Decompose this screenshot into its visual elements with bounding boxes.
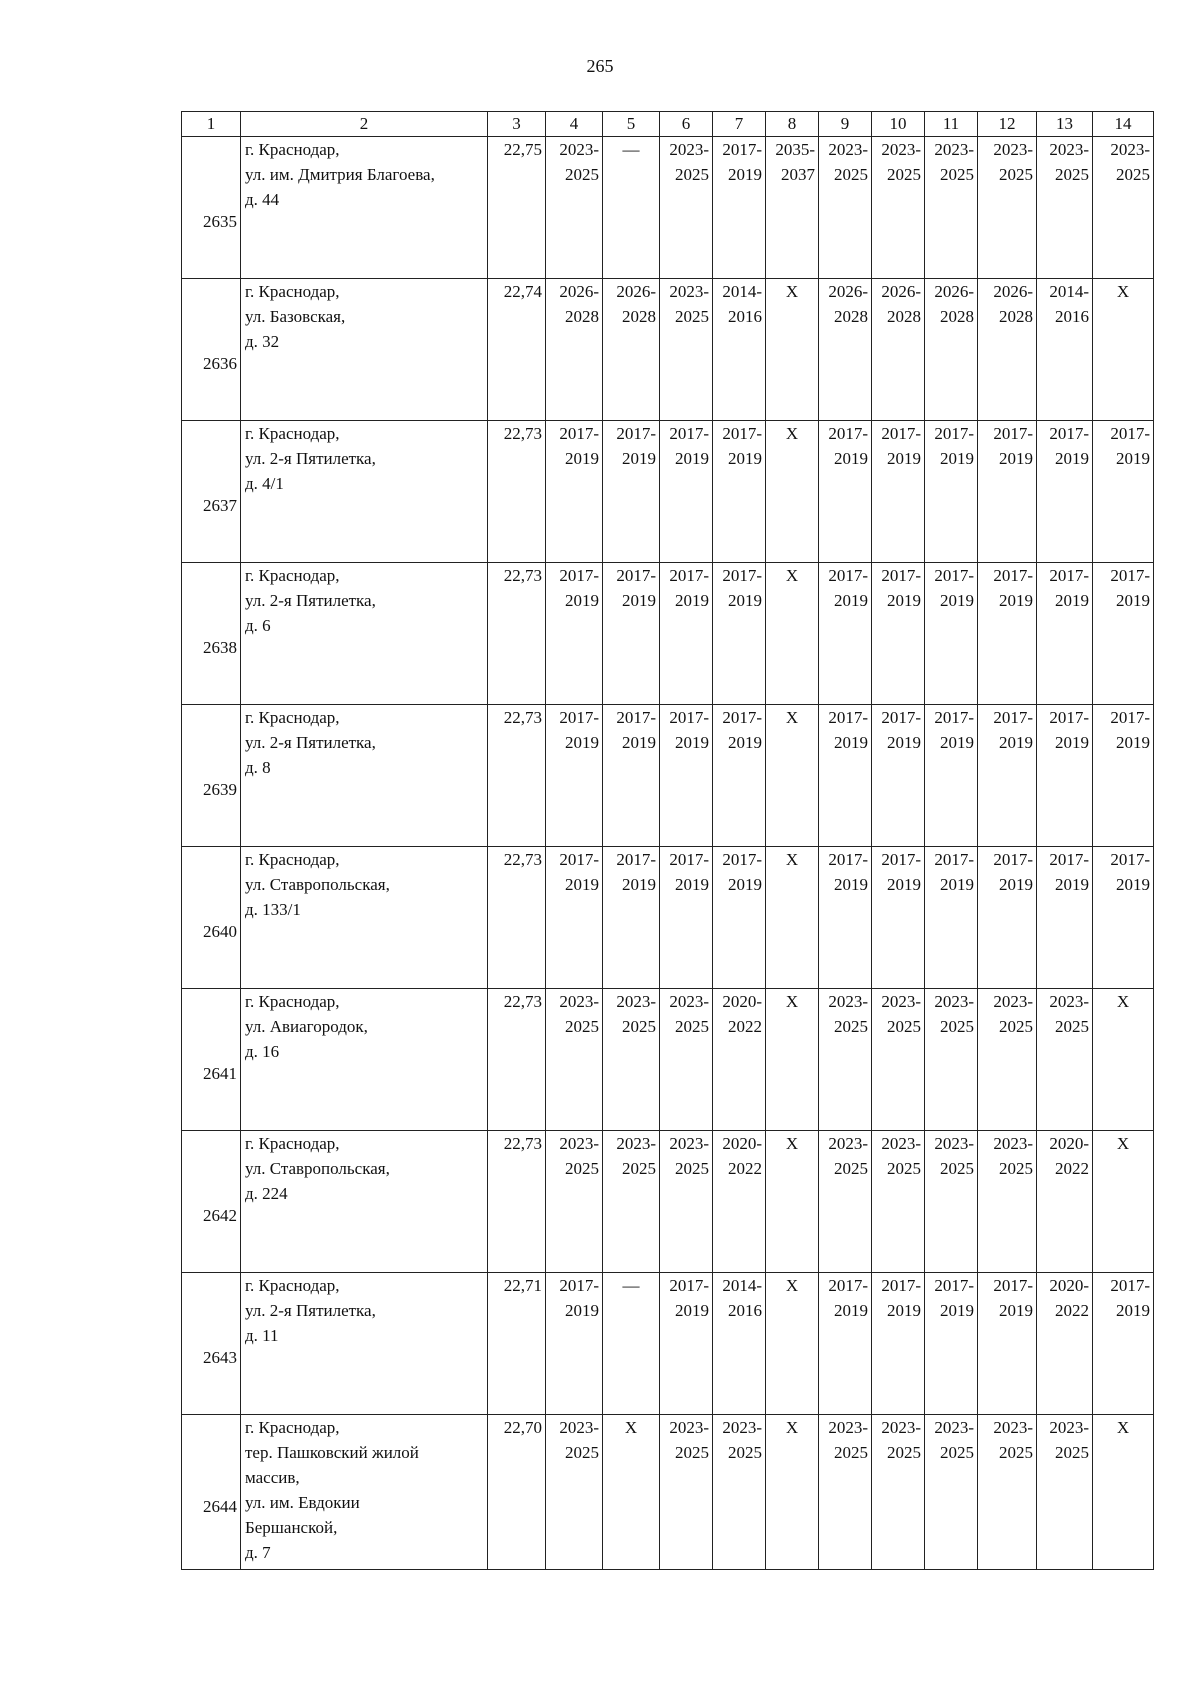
value-cell: 2017- 2019	[819, 563, 872, 705]
value-cell: —	[603, 1273, 660, 1415]
address-line: д. 6	[245, 616, 271, 635]
column-header: 1	[182, 112, 241, 137]
table-body	[182, 137, 1154, 1570]
value-cell: 22,74	[488, 279, 546, 421]
address-line: д. 32	[245, 332, 280, 351]
value-cell: 2023- 2025	[1037, 137, 1093, 279]
value-cell: 2023- 2025	[546, 1131, 603, 1273]
address-cell	[241, 1415, 488, 1570]
row-number: 2637	[182, 421, 241, 563]
value-cell: 2020- 2022	[1037, 1273, 1093, 1415]
value-cell: 2017- 2019	[660, 421, 713, 563]
column-header: 11	[925, 112, 978, 137]
address-line: д. 4/1	[245, 474, 284, 493]
value-cell: 2023- 2025	[713, 1415, 766, 1570]
value-cell: 2014- 2016	[713, 279, 766, 421]
value-cell: 2017- 2019	[872, 563, 925, 705]
value-cell: 2017- 2019	[546, 1273, 603, 1415]
value-cell: 2017- 2019	[872, 1273, 925, 1415]
value-cell: 2017- 2019	[1037, 563, 1093, 705]
value-cell: 2017- 2019	[713, 847, 766, 989]
address-line: ул. Ставропольская,	[245, 1159, 390, 1178]
value-cell: 2017- 2019	[660, 847, 713, 989]
value-cell: 2023- 2025	[872, 1415, 925, 1570]
value-cell: 2017- 2019	[546, 421, 603, 563]
header-row	[182, 112, 1154, 137]
value-cell: 2017- 2019	[819, 705, 872, 847]
value-cell: 2023- 2025	[1093, 137, 1154, 279]
page-number: 265	[586, 56, 614, 76]
value-cell: Х	[766, 279, 819, 421]
value-cell: 2023- 2025	[872, 989, 925, 1131]
row-number: 2640	[182, 847, 241, 989]
value-cell: Х	[766, 847, 819, 989]
address-cell	[241, 563, 488, 705]
value-cell: 2017- 2019	[978, 705, 1037, 847]
column-header: 5	[603, 112, 660, 137]
value-cell: 2026- 2028	[978, 279, 1037, 421]
address-line: ул. им. Евдокии	[245, 1493, 360, 1512]
address-line: тер. Пашковский жилой	[245, 1443, 419, 1462]
address-line: г. Краснодар,	[245, 850, 340, 869]
value-cell: Х	[766, 421, 819, 563]
column-header: 10	[872, 112, 925, 137]
value-cell: 2017- 2019	[546, 563, 603, 705]
value-cell: 2023- 2025	[660, 279, 713, 421]
address-cell	[241, 847, 488, 989]
value-cell: 2023- 2025	[872, 137, 925, 279]
address-line: ул. Ставропольская,	[245, 875, 390, 894]
value-cell: Х	[766, 705, 819, 847]
address-cell	[241, 1131, 488, 1273]
row-number: 2644	[182, 1415, 241, 1570]
address-line: д. 11	[245, 1326, 279, 1345]
column-header: 2	[241, 112, 488, 137]
column-header: 6	[660, 112, 713, 137]
address-line: массив,	[245, 1468, 300, 1487]
column-header: 3	[488, 112, 546, 137]
value-cell: Х	[1093, 1131, 1154, 1273]
value-cell: Х	[603, 1415, 660, 1570]
address-cell	[241, 705, 488, 847]
table-row	[182, 1131, 1154, 1273]
value-cell: 2017- 2019	[1093, 1273, 1154, 1415]
value-cell: 2017- 2019	[546, 705, 603, 847]
table-row	[182, 847, 1154, 989]
row-number: 2639	[182, 705, 241, 847]
value-cell: 2026- 2028	[925, 279, 978, 421]
value-cell: 2023- 2025	[660, 1415, 713, 1570]
value-cell: 2023- 2025	[925, 137, 978, 279]
value-cell: 2017- 2019	[603, 563, 660, 705]
column-header: 12	[978, 112, 1037, 137]
value-cell: 2017- 2019	[1093, 847, 1154, 989]
value-cell: 2017- 2019	[713, 421, 766, 563]
row-number: 2638	[182, 563, 241, 705]
value-cell: 2023- 2025	[819, 1131, 872, 1273]
value-cell: 22,73	[488, 1131, 546, 1273]
value-cell: 2017- 2019	[660, 1273, 713, 1415]
value-cell: 2017- 2019	[660, 705, 713, 847]
table-header	[182, 112, 1154, 137]
table-row	[182, 1273, 1154, 1415]
address-cell	[241, 989, 488, 1131]
value-cell: 22,73	[488, 563, 546, 705]
value-cell: 22,71	[488, 1273, 546, 1415]
address-line: ул. 2-я Пятилетка,	[245, 733, 376, 752]
row-number: 2636	[182, 279, 241, 421]
column-header: 4	[546, 112, 603, 137]
value-cell: 2026- 2028	[819, 279, 872, 421]
value-cell: 2023- 2025	[925, 1131, 978, 1273]
value-cell: 2026- 2028	[603, 279, 660, 421]
address-line: д. 7	[245, 1543, 271, 1562]
value-cell: 2023- 2025	[978, 1131, 1037, 1273]
address-line: ул. 2-я Пятилетка,	[245, 449, 376, 468]
value-cell: —	[603, 137, 660, 279]
value-cell: 2017- 2019	[1037, 421, 1093, 563]
value-cell: 2017- 2019	[978, 847, 1037, 989]
table-row	[182, 137, 1154, 279]
value-cell: 2026- 2028	[872, 279, 925, 421]
value-cell: 2017- 2019	[925, 847, 978, 989]
value-cell: 2017- 2019	[603, 421, 660, 563]
value-cell: 2017- 2019	[1093, 563, 1154, 705]
table-row	[182, 279, 1154, 421]
value-cell: Х	[766, 1273, 819, 1415]
column-header: 7	[713, 112, 766, 137]
address-line: ул. Базовская,	[245, 307, 346, 326]
address-line: д. 8	[245, 758, 271, 777]
value-cell: 2017- 2019	[713, 563, 766, 705]
value-cell: 2023- 2025	[819, 1415, 872, 1570]
value-cell: 2017- 2019	[660, 563, 713, 705]
value-cell: 2017- 2019	[603, 847, 660, 989]
value-cell: 2023- 2025	[546, 989, 603, 1131]
value-cell: 2017- 2019	[1037, 847, 1093, 989]
value-cell: 2023- 2025	[819, 137, 872, 279]
column-header: 9	[819, 112, 872, 137]
value-cell: 2017- 2019	[1037, 705, 1093, 847]
value-cell: 2023- 2025	[660, 1131, 713, 1273]
row-number: 2641	[182, 989, 241, 1131]
table-row	[182, 421, 1154, 563]
value-cell: 2023- 2025	[978, 1415, 1037, 1570]
value-cell: 2017- 2019	[925, 421, 978, 563]
value-cell: 2020- 2022	[1037, 1131, 1093, 1273]
value-cell: 2017- 2019	[872, 421, 925, 563]
value-cell: 2023- 2025	[546, 137, 603, 279]
address-line: г. Краснодар,	[245, 992, 340, 1011]
value-cell: 2017- 2019	[713, 137, 766, 279]
value-cell: 2017- 2019	[713, 705, 766, 847]
value-cell: 2017- 2019	[978, 421, 1037, 563]
value-cell: 2026- 2028	[546, 279, 603, 421]
column-header: 13	[1037, 112, 1093, 137]
value-cell: 2023- 2025	[546, 1415, 603, 1570]
value-cell: 2023- 2025	[660, 137, 713, 279]
value-cell: 2023- 2025	[819, 989, 872, 1131]
address-line: г. Краснодар,	[245, 566, 340, 585]
address-line: д. 16	[245, 1042, 280, 1061]
value-cell: 2017- 2019	[819, 847, 872, 989]
column-header: 8	[766, 112, 819, 137]
value-cell: 2017- 2019	[872, 847, 925, 989]
value-cell: 22,70	[488, 1415, 546, 1570]
value-cell: 2017- 2019	[603, 705, 660, 847]
value-cell: 2035- 2037	[766, 137, 819, 279]
address-line: ул. Авиагородок,	[245, 1017, 368, 1036]
value-cell: 22,73	[488, 421, 546, 563]
address-cell	[241, 137, 488, 279]
housing-register-table	[181, 111, 1154, 1570]
value-cell: 2023- 2025	[1037, 1415, 1093, 1570]
value-cell: Х	[766, 1415, 819, 1570]
value-cell: Х	[1093, 1415, 1154, 1570]
value-cell: 22,75	[488, 137, 546, 279]
value-cell: Х	[766, 563, 819, 705]
address-line: г. Краснодар,	[245, 282, 340, 301]
value-cell: 2023- 2025	[1037, 989, 1093, 1131]
address-line: д. 133/1	[245, 900, 301, 919]
value-cell: 2023- 2025	[978, 137, 1037, 279]
value-cell: 22,73	[488, 989, 546, 1131]
value-cell: Х	[1093, 989, 1154, 1131]
value-cell: 2014- 2016	[1037, 279, 1093, 421]
address-line: г. Краснодар,	[245, 1134, 340, 1153]
value-cell: 2020- 2022	[713, 989, 766, 1131]
value-cell: 2023- 2025	[872, 1131, 925, 1273]
address-line: г. Краснодар,	[245, 140, 340, 159]
value-cell: Х	[766, 1131, 819, 1273]
address-line: д. 44	[245, 190, 280, 209]
value-cell: 2017- 2019	[1093, 421, 1154, 563]
value-cell: 2017- 2019	[978, 563, 1037, 705]
address-line: д. 224	[245, 1184, 288, 1203]
address-line: ул. 2-я Пятилетка,	[245, 591, 376, 610]
value-cell: 2017- 2019	[978, 1273, 1037, 1415]
value-cell: 2023- 2025	[925, 1415, 978, 1570]
value-cell: 22,73	[488, 705, 546, 847]
value-cell: Х	[766, 989, 819, 1131]
address-line: г. Краснодар,	[245, 424, 340, 443]
value-cell: 2014- 2016	[713, 1273, 766, 1415]
value-cell: 2023- 2025	[603, 1131, 660, 1273]
address-line: г. Краснодар,	[245, 708, 340, 727]
address-cell	[241, 1273, 488, 1415]
table-row	[182, 1415, 1154, 1570]
value-cell: 2017- 2019	[819, 1273, 872, 1415]
table-row	[182, 705, 1154, 847]
value-cell: 2023- 2025	[978, 989, 1037, 1131]
address-cell	[241, 279, 488, 421]
value-cell: Х	[1093, 279, 1154, 421]
value-cell: 2017- 2019	[819, 421, 872, 563]
value-cell: 2017- 2019	[925, 705, 978, 847]
row-number: 2635	[182, 137, 241, 279]
address-cell	[241, 421, 488, 563]
column-header: 14	[1093, 112, 1154, 137]
value-cell: 2023- 2025	[925, 989, 978, 1131]
address-line: г. Краснодар,	[245, 1418, 340, 1437]
value-cell: 2017- 2019	[1093, 705, 1154, 847]
value-cell: 2017- 2019	[872, 705, 925, 847]
address-line: г. Краснодар,	[245, 1276, 340, 1295]
value-cell: 22,73	[488, 847, 546, 989]
row-number: 2643	[182, 1273, 241, 1415]
value-cell: 2017- 2019	[546, 847, 603, 989]
value-cell: 2023- 2025	[660, 989, 713, 1131]
table-row	[182, 563, 1154, 705]
table-row	[182, 989, 1154, 1131]
value-cell: 2023- 2025	[603, 989, 660, 1131]
address-line: Бершанской,	[245, 1518, 338, 1537]
address-line: ул. 2-я Пятилетка,	[245, 1301, 376, 1320]
row-number: 2642	[182, 1131, 241, 1273]
address-line: ул. им. Дмитрия Благоева,	[245, 165, 435, 184]
value-cell: 2020- 2022	[713, 1131, 766, 1273]
value-cell: 2017- 2019	[925, 1273, 978, 1415]
value-cell: 2017- 2019	[925, 563, 978, 705]
